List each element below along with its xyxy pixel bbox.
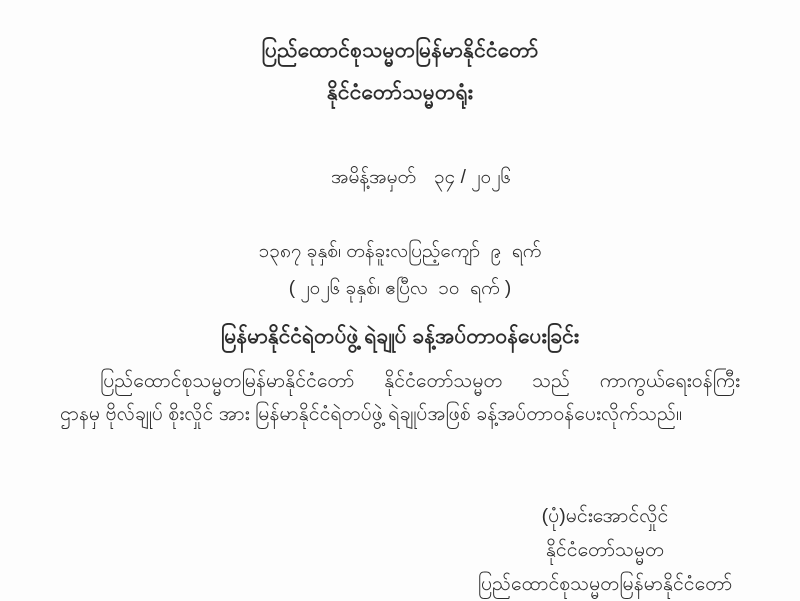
myanmar-calendar-date: ၁၃၈၇ ခုနှစ်၊ တန်ခူးလပြည့်ကျော် ၉ ရက် (258, 241, 542, 262)
gregorian-calendar-date: ( ၂၀၂၆ ခုနှစ်၊ ဧပြီလ ၁၀ ရက် ) (288, 278, 512, 299)
document-header (0, 30, 800, 307)
body-paragraph-line-1: ပြည်ထောင်စုသမ္မတမြန်မာနိုင်ငံတော် နိုင်ငံတော်သမ္မတ သည် ကာကွယ်ရေးဝန်ကြီး (100, 370, 740, 392)
state-title: ပြည်ထောင်စုသမ္မတမြန်မာနိုင်ငံတော် (261, 39, 539, 62)
signatory-signed-name: (ပုံ)မင်းအောင်လှိုင် (541, 505, 669, 527)
signatory-title: နိုင်ငံတော်သမ္မတ (545, 539, 665, 561)
body-paragraph (60, 365, 740, 431)
order-meta-group (0, 122, 800, 307)
order-label: အမိန့်အမှတ် (331, 167, 416, 188)
order-number-line (0, 122, 800, 233)
signatory-organization: ပြည်ထောင်စုသမ္မတမြန်မာနိုင်ငံတော် (477, 573, 733, 595)
office-title: နိုင်ငံတော်သမ္မတရုံး (326, 81, 474, 104)
signature-block (0, 499, 800, 601)
body-paragraph-line-2: ဌာနမှ ဗိုလ်ချုပ် စိုးလှိုင် အား မြန်မာနိုင်ငံရဲတပ်ဖွဲ့ ရဲချုပ်အဖြစ် ခန့်အပ်တာဝန်ပေးလိုက်သည်။ (60, 403, 682, 425)
order-number: ၃၄ / ၂၀၂၆ (433, 167, 512, 188)
subject-line: မြန်မာနိုင်ငံရဲတပ်ဖွဲ့ ရဲချုပ် ခန့်အပ်တာဝန်ပေးခြင်း (220, 325, 580, 348)
